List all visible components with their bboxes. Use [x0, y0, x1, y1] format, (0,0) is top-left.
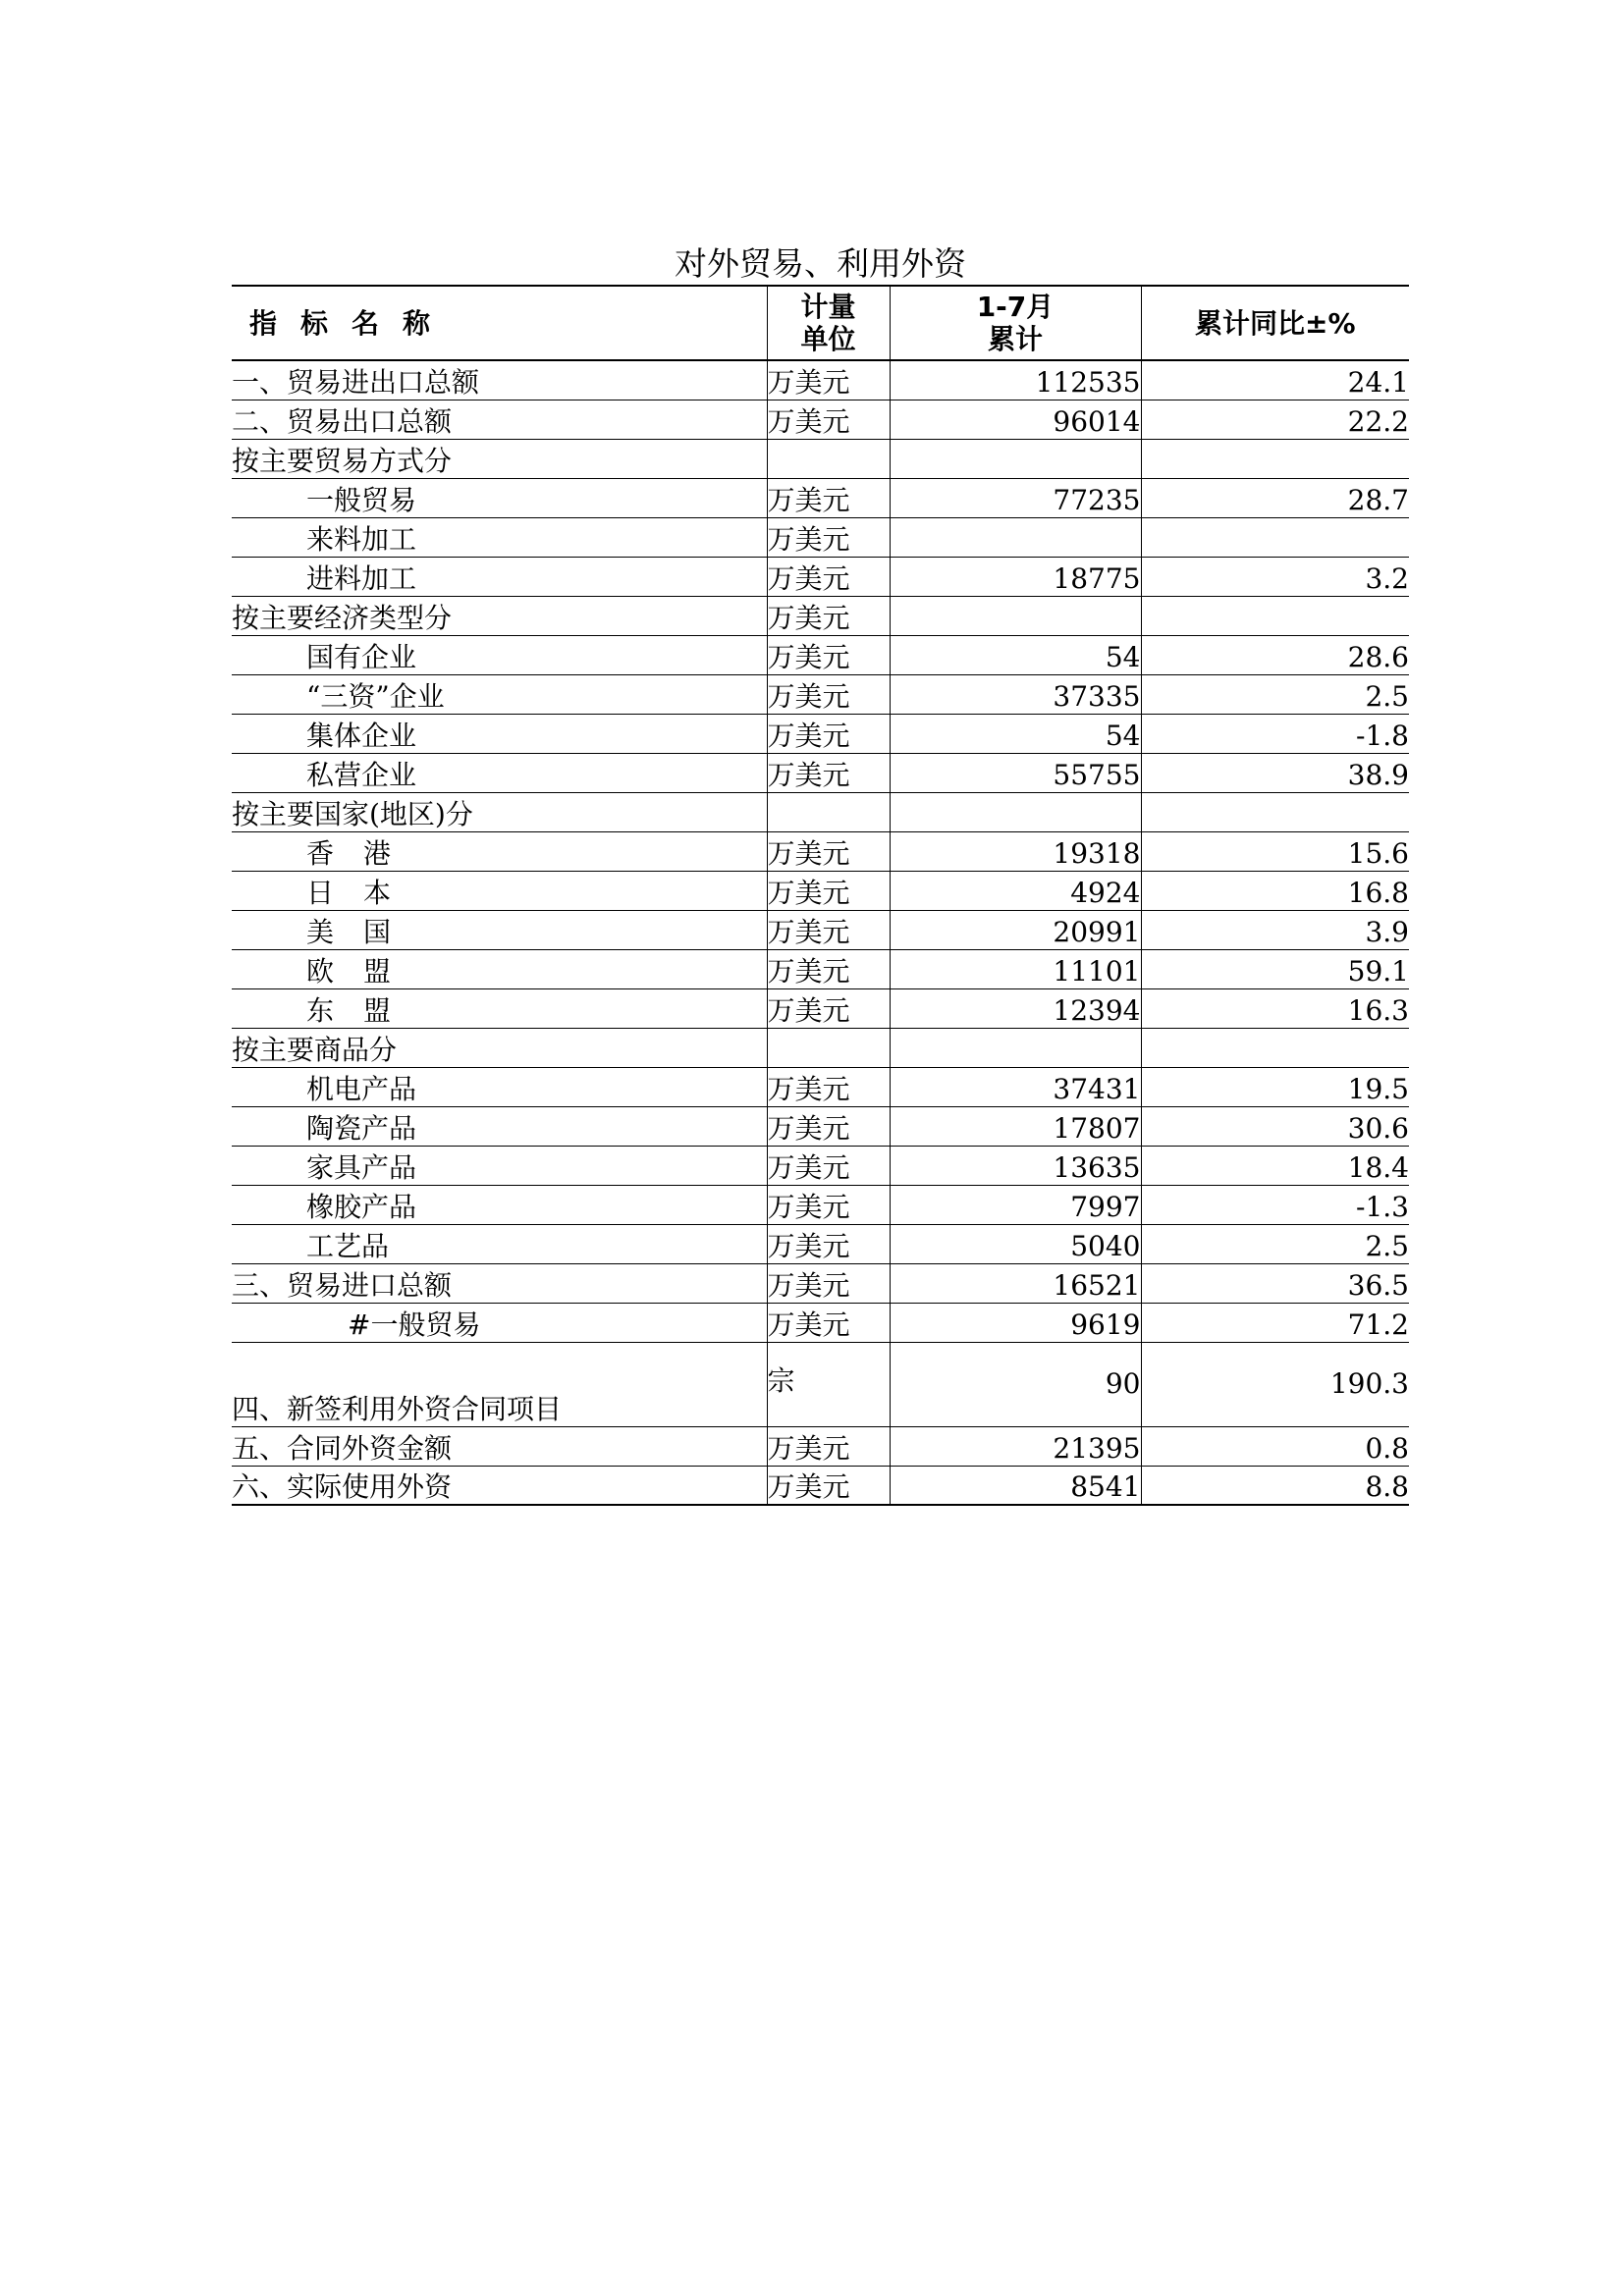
- table-row: [232, 831, 1409, 871]
- row-yoy: 3.9: [1141, 910, 1409, 949]
- row-yoy: [1141, 1028, 1409, 1067]
- row-unit: 万美元: [767, 557, 890, 596]
- row-yoy: 16.3: [1141, 988, 1409, 1028]
- table-row: [232, 557, 1409, 596]
- row-cumulative: [890, 439, 1141, 478]
- table-row: [232, 910, 1409, 949]
- row-yoy: 22.2: [1141, 400, 1409, 439]
- row-unit: 万美元: [767, 360, 890, 400]
- row-unit: 万美元: [767, 1185, 890, 1224]
- row-yoy: 28.6: [1141, 635, 1409, 674]
- table-row: [232, 1303, 1409, 1342]
- row-unit: [767, 439, 890, 478]
- row-unit: 宗: [767, 1342, 890, 1426]
- row-yoy: [1141, 439, 1409, 478]
- row-cumulative: 11101: [890, 949, 1141, 988]
- row-unit: 万美元: [767, 1263, 890, 1303]
- row-unit: [767, 1028, 890, 1067]
- row-unit: 万美元: [767, 674, 890, 714]
- row-name: 三、贸易进口总额: [232, 1263, 767, 1303]
- row-cumulative: 8541: [890, 1466, 1141, 1505]
- table-row: [232, 1263, 1409, 1303]
- row-cumulative: 4924: [890, 871, 1141, 910]
- row-yoy: [1141, 517, 1409, 557]
- row-name: 美国: [232, 910, 767, 949]
- row-name: 五、合同外资金额: [232, 1426, 767, 1466]
- row-cumulative: 21395: [890, 1426, 1141, 1466]
- table-row: [232, 988, 1409, 1028]
- row-name: 来料加工: [232, 517, 767, 557]
- row-cumulative: 5040: [890, 1224, 1141, 1263]
- row-yoy: 24.1: [1141, 360, 1409, 400]
- row-name: 一、贸易进出口总额: [232, 360, 767, 400]
- row-cumulative: 7997: [890, 1185, 1141, 1224]
- row-unit: 万美元: [767, 400, 890, 439]
- statistics-table: [232, 285, 1409, 1506]
- header-unit: [767, 286, 890, 360]
- table-row: [232, 1342, 1409, 1426]
- row-name: 橡胶产品: [232, 1185, 767, 1224]
- row-name: 二、贸易出口总额: [232, 400, 767, 439]
- table-row: [232, 596, 1409, 635]
- row-name: 国有企业: [232, 635, 767, 674]
- header-cumulative: [890, 286, 1141, 360]
- row-name: 按主要贸易方式分: [232, 439, 767, 478]
- row-unit: 万美元: [767, 714, 890, 753]
- row-name: 六、实际使用外资: [232, 1466, 767, 1505]
- row-unit: 万美元: [767, 988, 890, 1028]
- row-unit: 万美元: [767, 635, 890, 674]
- row-name: 集体企业: [232, 714, 767, 753]
- row-unit: 万美元: [767, 517, 890, 557]
- row-cumulative: 18775: [890, 557, 1141, 596]
- table-row: [232, 439, 1409, 478]
- row-cumulative: 54: [890, 635, 1141, 674]
- table-row: [232, 1106, 1409, 1146]
- table-row: [232, 1028, 1409, 1067]
- row-cumulative: 20991: [890, 910, 1141, 949]
- table-row: [232, 949, 1409, 988]
- table-row: [232, 400, 1409, 439]
- row-name: 私营企业: [232, 753, 767, 792]
- row-unit: 万美元: [767, 1466, 890, 1505]
- row-cumulative: 17807: [890, 1106, 1141, 1146]
- row-yoy: 190.3: [1141, 1342, 1409, 1426]
- header-yoy-change: 累计同比±%: [1141, 286, 1409, 360]
- row-cumulative: 37335: [890, 674, 1141, 714]
- row-yoy: 8.8: [1141, 1466, 1409, 1505]
- table-row: [232, 1426, 1409, 1466]
- row-name: 按主要商品分: [232, 1028, 767, 1067]
- row-cumulative: 90: [890, 1342, 1141, 1426]
- row-yoy: -1.8: [1141, 714, 1409, 753]
- row-cumulative: 112535: [890, 360, 1141, 400]
- row-unit: 万美元: [767, 1303, 890, 1342]
- row-name: 家具产品: [232, 1146, 767, 1185]
- table-row: [232, 1146, 1409, 1185]
- row-unit: 万美元: [767, 1106, 890, 1146]
- table-row: [232, 1466, 1409, 1505]
- row-cumulative: 77235: [890, 478, 1141, 517]
- table-row: [232, 1185, 1409, 1224]
- row-yoy: 59.1: [1141, 949, 1409, 988]
- row-unit: 万美元: [767, 1067, 890, 1106]
- row-unit: 万美元: [767, 478, 890, 517]
- header-unit-line2: 单位: [800, 323, 856, 355]
- row-yoy: 28.7: [1141, 478, 1409, 517]
- row-unit: [767, 792, 890, 831]
- row-name: #一般贸易: [232, 1303, 767, 1342]
- row-name: 按主要国家(地区)分: [232, 792, 767, 831]
- row-cumulative: 55755: [890, 753, 1141, 792]
- row-unit: 万美元: [767, 910, 890, 949]
- row-unit: 万美元: [767, 949, 890, 988]
- table-row: [232, 714, 1409, 753]
- row-cumulative: 96014: [890, 400, 1141, 439]
- row-cumulative: 54: [890, 714, 1141, 753]
- row-yoy: 3.2: [1141, 557, 1409, 596]
- row-unit: 万美元: [767, 871, 890, 910]
- table-row: [232, 635, 1409, 674]
- row-name: 进料加工: [232, 557, 767, 596]
- row-yoy: 38.9: [1141, 753, 1409, 792]
- header-unit-line1: 计量: [800, 291, 856, 323]
- row-unit: 万美元: [767, 753, 890, 792]
- row-name: 欧盟: [232, 949, 767, 988]
- row-cumulative: 37431: [890, 1067, 1141, 1106]
- row-yoy: [1141, 792, 1409, 831]
- table-title: 对外贸易、利用外资: [675, 244, 966, 283]
- row-name: 香港: [232, 831, 767, 871]
- row-yoy: 2.5: [1141, 674, 1409, 714]
- row-unit: 万美元: [767, 1224, 890, 1263]
- row-name: 陶瓷产品: [232, 1106, 767, 1146]
- row-yoy: 30.6: [1141, 1106, 1409, 1146]
- row-unit: 万美元: [767, 1426, 890, 1466]
- row-cumulative: 16521: [890, 1263, 1141, 1303]
- row-yoy: -1.3: [1141, 1185, 1409, 1224]
- row-cumulative: [890, 1028, 1141, 1067]
- table-row: [232, 871, 1409, 910]
- row-name: 工艺品: [232, 1224, 767, 1263]
- row-name: 按主要经济类型分: [232, 596, 767, 635]
- row-yoy: 16.8: [1141, 871, 1409, 910]
- table-row: [232, 478, 1409, 517]
- row-yoy: [1141, 596, 1409, 635]
- row-name: 日本: [232, 871, 767, 910]
- row-cumulative: [890, 596, 1141, 635]
- row-name: 机电产品: [232, 1067, 767, 1106]
- table-row: [232, 674, 1409, 714]
- row-name: 一般贸易: [232, 478, 767, 517]
- row-yoy: 18.4: [1141, 1146, 1409, 1185]
- row-unit: 万美元: [767, 1146, 890, 1185]
- row-unit: 万美元: [767, 596, 890, 635]
- row-name: “三资”企业: [232, 674, 767, 714]
- row-yoy: 2.5: [1141, 1224, 1409, 1263]
- row-cumulative: [890, 792, 1141, 831]
- row-name: 东盟: [232, 988, 767, 1028]
- row-yoy: 36.5: [1141, 1263, 1409, 1303]
- row-cumulative: 13635: [890, 1146, 1141, 1185]
- row-yoy: 15.6: [1141, 831, 1409, 871]
- row-name: 四、新签利用外资合同项目: [232, 1342, 767, 1426]
- row-cumulative: 9619: [890, 1303, 1141, 1342]
- table-header-row: [232, 286, 1409, 360]
- table-row: [232, 360, 1409, 400]
- table-row: [232, 1067, 1409, 1106]
- table-row: [232, 1224, 1409, 1263]
- row-yoy: 0.8: [1141, 1426, 1409, 1466]
- header-cumulative-line1: 1-7月: [976, 291, 1055, 323]
- row-cumulative: [890, 517, 1141, 557]
- row-unit: 万美元: [767, 831, 890, 871]
- row-yoy: 19.5: [1141, 1067, 1409, 1106]
- row-cumulative: 19318: [890, 831, 1141, 871]
- row-yoy: 71.2: [1141, 1303, 1409, 1342]
- table-row: [232, 517, 1409, 557]
- row-cumulative: 12394: [890, 988, 1141, 1028]
- table-row: [232, 792, 1409, 831]
- header-cumulative-line2: 累计: [987, 323, 1043, 355]
- table-row: [232, 753, 1409, 792]
- header-indicator-name: 指标名称: [232, 286, 767, 360]
